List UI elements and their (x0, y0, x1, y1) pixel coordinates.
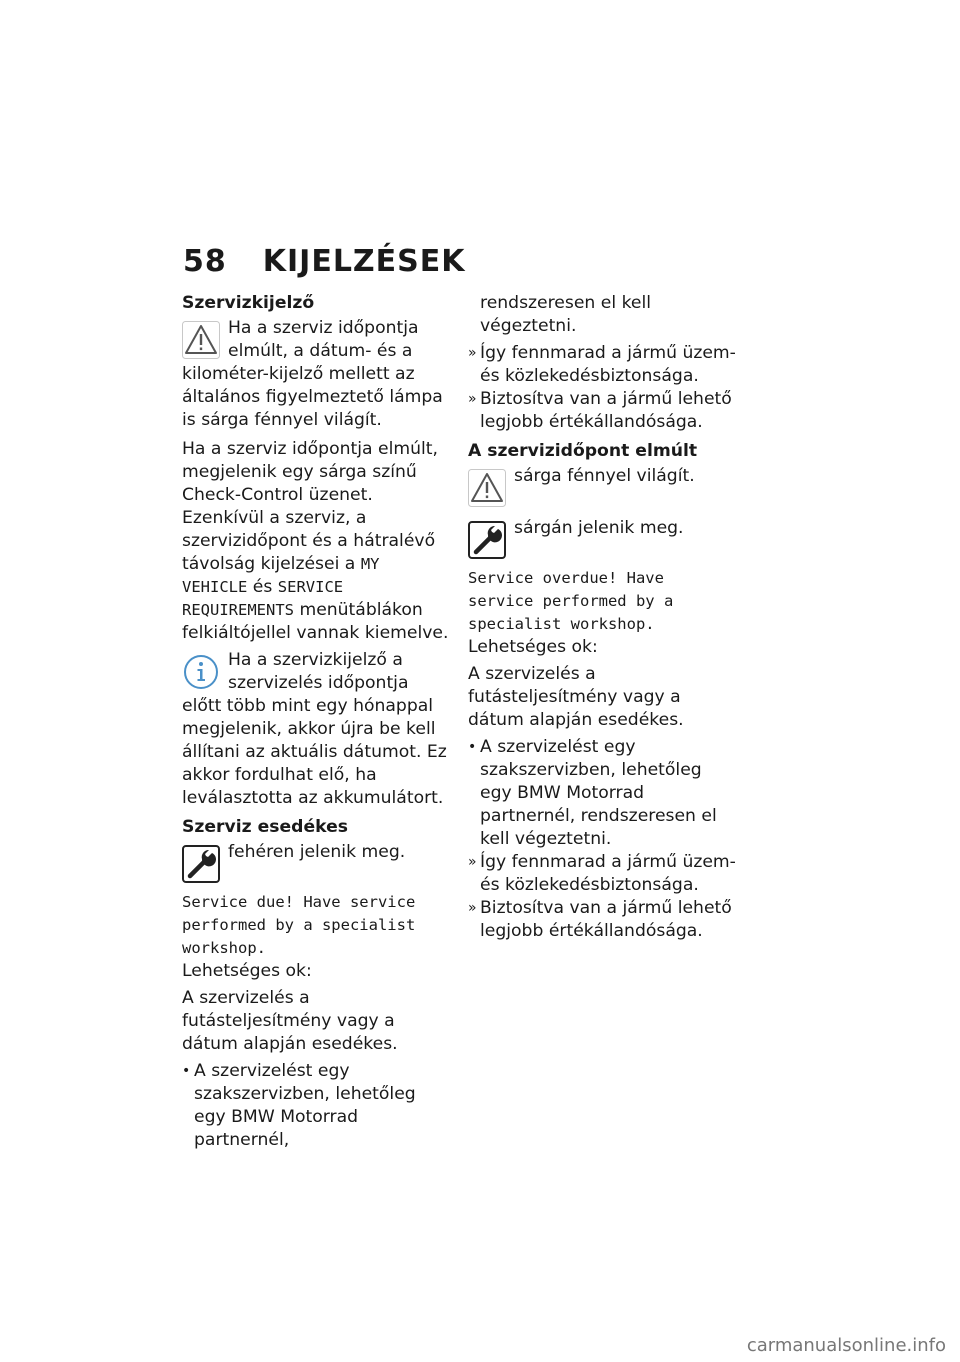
section-heading-overdue: A szervizidőpont elmúlt (468, 441, 698, 461)
section-heading-service-due: Szerviz esedékes (182, 817, 348, 837)
result-mark: » (468, 854, 477, 870)
action-list (468, 736, 736, 943)
wrench-icon (468, 521, 506, 559)
list-item: • A szervizelést egy szakszervizben, lehetőleg egy BMW Motorrad partnernél, rendszeresen el kell végeztetni. (468, 737, 717, 849)
right-column (468, 292, 736, 943)
menu-name-my-vehicle: MY VEHICLE (182, 555, 380, 596)
info-icon (182, 653, 220, 691)
page-header (183, 244, 466, 279)
result-mark: » (468, 391, 477, 407)
warning-triangle-icon (468, 469, 506, 507)
action-list (182, 1060, 450, 1152)
list-item: » Így fennmarad a jármű üzem- és közlekedésbiztonsága. (468, 852, 736, 895)
watermark: carmanualsonline.info (746, 1335, 946, 1356)
section-heading-service-indicator: Szervizkijelző (182, 293, 315, 313)
wrench-icon (182, 845, 220, 883)
cause-text: A szervizelés a futásteljesítmény vagy a dátum alapján esedékes. (468, 664, 684, 730)
info-text: Ha a szervizkijelző a szervizelés időpontja előtt több mint egy hónappal megjelenik, akkor újra be kell állítani az aktuális dátumot. Ez akkor fordulhat elő, ha leválasztotta az akkumulátort. (182, 650, 447, 808)
result-mark: » (468, 900, 477, 916)
warning-text: Ha a szerviz időpontja elmúlt, a dátum- és a kilométer-kijelző mellett az általános figyelmeztető lámpa is sárga fénnyel világít. (182, 318, 443, 430)
warning-triangle-icon (182, 321, 220, 359)
cause-text: A szervizelés a futásteljesítmény vagy a dátum alapján esedékes. (182, 988, 398, 1054)
page-number: 58 (183, 244, 227, 279)
info-note (182, 649, 450, 810)
wrench-note (468, 517, 736, 561)
list-item: » Biztosítva van a jármű lehető legjobb értékállandósága. (468, 898, 732, 941)
list-item: » Biztosítva van a jármű lehető legjobb értékállandósága. (468, 389, 732, 432)
left-column (182, 292, 450, 1152)
wrench-note (182, 841, 450, 885)
warning-note (468, 465, 736, 509)
wrench-text: sárgán jelenik meg. (514, 518, 684, 538)
warning-note (182, 317, 450, 432)
check-control-paragraph: Ha a szerviz időpontja elmúlt, megjelenik egy sárga színű Check-Control üzenet. Ezenkívül a szerviz, a szervizidőpont és a hátralévő távolság kijelzései a MY VEHICLE és SERVICE REQUIREMENTS menütáblákon felkiáltójellel vannak kiemelve. (182, 439, 449, 643)
possible-cause-label: Lehetséges ok: (182, 961, 312, 981)
result-mark: » (468, 345, 477, 361)
menu-name-service-requirements: SERVICE REQUIREMENTS (182, 578, 344, 619)
bullet-continuation: rendszeresen el kell végeztetni. (480, 293, 652, 336)
bullet-mark: • (468, 739, 477, 755)
page-title: KIJELZÉSEK (262, 244, 466, 279)
result-list (468, 342, 736, 434)
list-item: » Így fennmarad a jármű üzem- és közlekedésbiztonsága. (468, 343, 736, 386)
warning-text: sárga fénnyel világít. (514, 466, 695, 486)
list-item: • A szervizelést egy szakszervizben, lehetőleg egy BMW Motorrad partnernél, (182, 1061, 416, 1150)
service-due-message: Service due! Have service performed by a specialist workshop. (182, 893, 416, 957)
service-overdue-message: Service overdue! Have service performed by a specialist workshop. (468, 569, 674, 633)
possible-cause-label: Lehetséges ok: (468, 637, 598, 657)
bullet-mark: • (182, 1063, 191, 1079)
wrench-text: fehéren jelenik meg. (228, 842, 406, 862)
